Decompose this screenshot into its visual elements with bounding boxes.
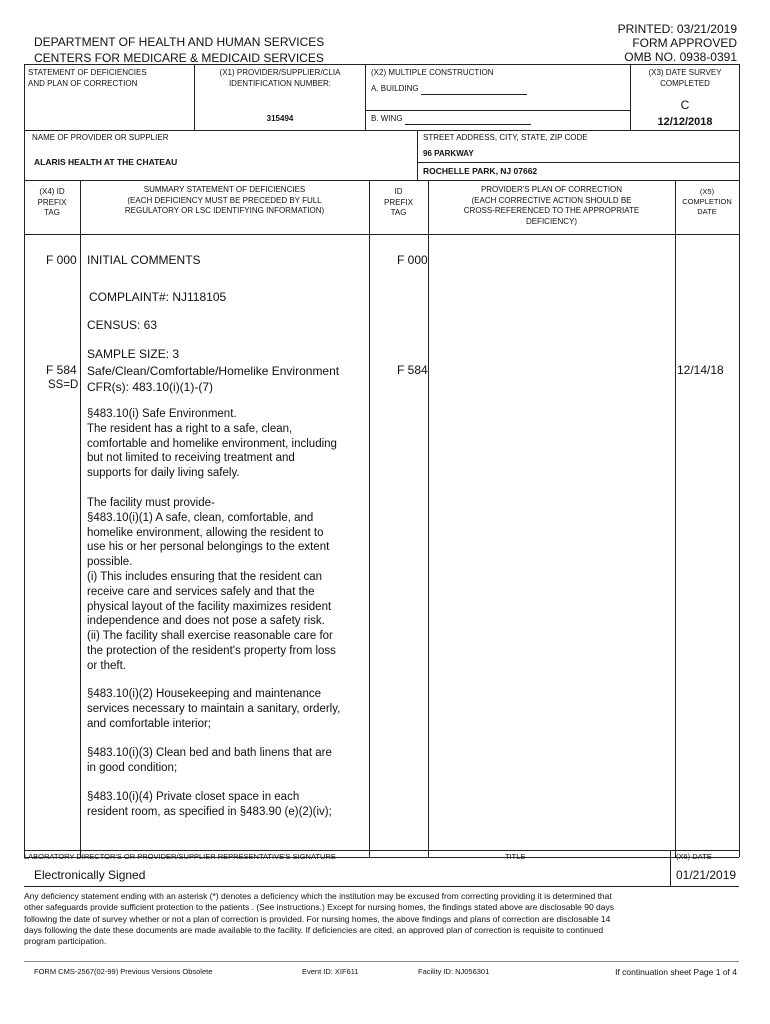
provider-name-label: NAME OF PROVIDER OR SUPPLIER — [32, 133, 169, 142]
initial-comments-title: INITIAL COMMENTS — [87, 253, 201, 267]
scope-severity: SS=D — [48, 379, 79, 391]
printed-date: PRINTED: 03/21/2019 — [617, 22, 737, 36]
completion-date: 12/14/18 — [677, 363, 724, 377]
x5-column-header: (X5) COMPLETION DATE — [682, 187, 732, 216]
tag-f584: F 584 — [46, 363, 77, 377]
sample-size: SAMPLE SIZE: 3 — [87, 347, 180, 361]
x3-survey-code: C — [680, 98, 690, 112]
complaint-number: COMPLAINT#: NJ118105 — [89, 290, 227, 304]
f584-title: Safe/Clean/Comfortable/Homelike Environment CFR(s): 483.10(i)(1)-(7) — [87, 364, 340, 394]
electronic-signature: Electronically Signed — [34, 868, 146, 882]
x6-date-label: (X6) DATE — [676, 852, 712, 861]
centers-name: CENTERS FOR MEDICARE & MEDICAID SERVICES — [34, 51, 324, 65]
wing-field — [405, 115, 531, 125]
paragraph-housekeeping: §483.10(i)(2) Housekeeping and maintenance services necessary to maintain a sanitary, orderly, and comfortable interior; — [87, 688, 341, 730]
paragraph-facility-must-provide: The facility must provide- §483.10(i)(1) A safe, clean, comfortable, and homelike environment, allowing the resident to use his or her personal belongings to the extent possible. (i) This includes ensuring that the resident can receive care and services safely and that the physical layout of the facility maximizes resident independence and does not pose a safety risk. (ii) The facility shall exercise reasonable care for the protection of the resident's property from loss or theft. — [87, 497, 336, 672]
provider-city: ROCHELLE PARK, NJ 07662 — [423, 166, 538, 176]
x3-label: (X3) DATE SURVEY COMPLETED — [648, 68, 722, 88]
title-label: TITLE — [505, 852, 526, 861]
form-number: FORM CMS-2567(02-99) Previous Versions Obsolete — [34, 967, 213, 976]
omb-number: OMB NO. 0938-0391 — [624, 50, 737, 64]
x1-label: (X1) PROVIDER/SUPPLIER/CLIA IDENTIFICATION NUMBER: — [219, 68, 341, 88]
id-f584: F 584 — [397, 363, 428, 377]
wing-label: B. WING — [371, 114, 403, 123]
census: CENSUS: 63 — [87, 318, 158, 332]
x3-survey-date: 12/12/2018 — [657, 116, 713, 128]
department-name: DEPARTMENT OF HEALTH AND HUMAN SERVICES — [34, 35, 325, 49]
id-column-header: ID PREFIX TAG — [384, 187, 413, 217]
address-label: STREET ADDRESS, CITY, STATE, ZIP CODE — [423, 133, 588, 142]
paragraph-linens: §483.10(i)(3) Clean bed and bath linens that are in good condition; — [87, 747, 332, 774]
plan-column-header: PROVIDER'S PLAN OF CORRECTION (EACH CORRECTIVE ACTION SHOULD BE CROSS-REFERENCED TO THE APPROPRIATE DEFICIENCY) — [463, 185, 640, 226]
paragraph-safe-environment: §483.10(i) Safe Environment. The resident has a right to a safe, clean, comfortable and homelike environment, including but not limited to receiving treatment and supports for daily living safely. — [87, 408, 337, 480]
x1-identification-number: 315494 — [266, 114, 294, 123]
paragraph-closet-space: §483.10(i)(4) Private closet space in each resident room, as specified in §483.90 (e)(2)(iv); — [87, 791, 332, 818]
summary-column-header: SUMMARY STATEMENT OF DEFICIENCIES (EACH DEFICIENCY MUST BE PRECEDED BY FULL REGULATORY OR LSC IDENTIFYING INFORMATION) — [124, 185, 325, 215]
event-id: Event ID: XIF611 — [302, 967, 359, 976]
statement-label: STATEMENT OF DEFICIENCIES AND PLAN OF CORRECTION — [28, 68, 147, 88]
x2-label: (X2) MULTIPLE CONSTRUCTION — [371, 68, 494, 77]
building-label: A. BUILDING — [371, 84, 419, 93]
form-approved: FORM APPROVED — [632, 36, 737, 50]
continuation-sheet: If continuation sheet Page 1 of 4 — [615, 967, 737, 977]
tag-f000: F 000 — [46, 253, 77, 267]
signature-label: LABORATORY DIRECTOR'S OR PROVIDER/SUPPLIER REPRESENTATIVE'S SIGNATURE — [24, 852, 336, 861]
signature-date: 01/21/2019 — [676, 868, 737, 882]
provider-name: ALARIS HEALTH AT THE CHATEAU — [34, 157, 178, 167]
building-field — [421, 85, 527, 95]
id-f000: F 000 — [397, 253, 428, 267]
disclaimer-text: Any deficiency statement ending with an asterisk (*) denotes a deficiency which the institution may be excused from correcting providing it is determined that other safeguards provide sufficient protection to the patients . (See instructions.) Except for nursing homes, the findings stated above are disclosable 90 days following the date of survey whether or not a plan of correction is provided. For nursing homes, the above findings and plans of correction are disclosable 14 days following the date these documents are made available to the facility. If deficiencies are cited, an approved plan of correction is requisite to continued program participation. — [24, 891, 614, 947]
facility-id: Facility ID: NJ056301 — [418, 967, 490, 976]
provider-street: 96 PARKWAY — [423, 149, 474, 158]
x4-column-header: (X4) ID PREFIX TAG — [37, 187, 67, 217]
